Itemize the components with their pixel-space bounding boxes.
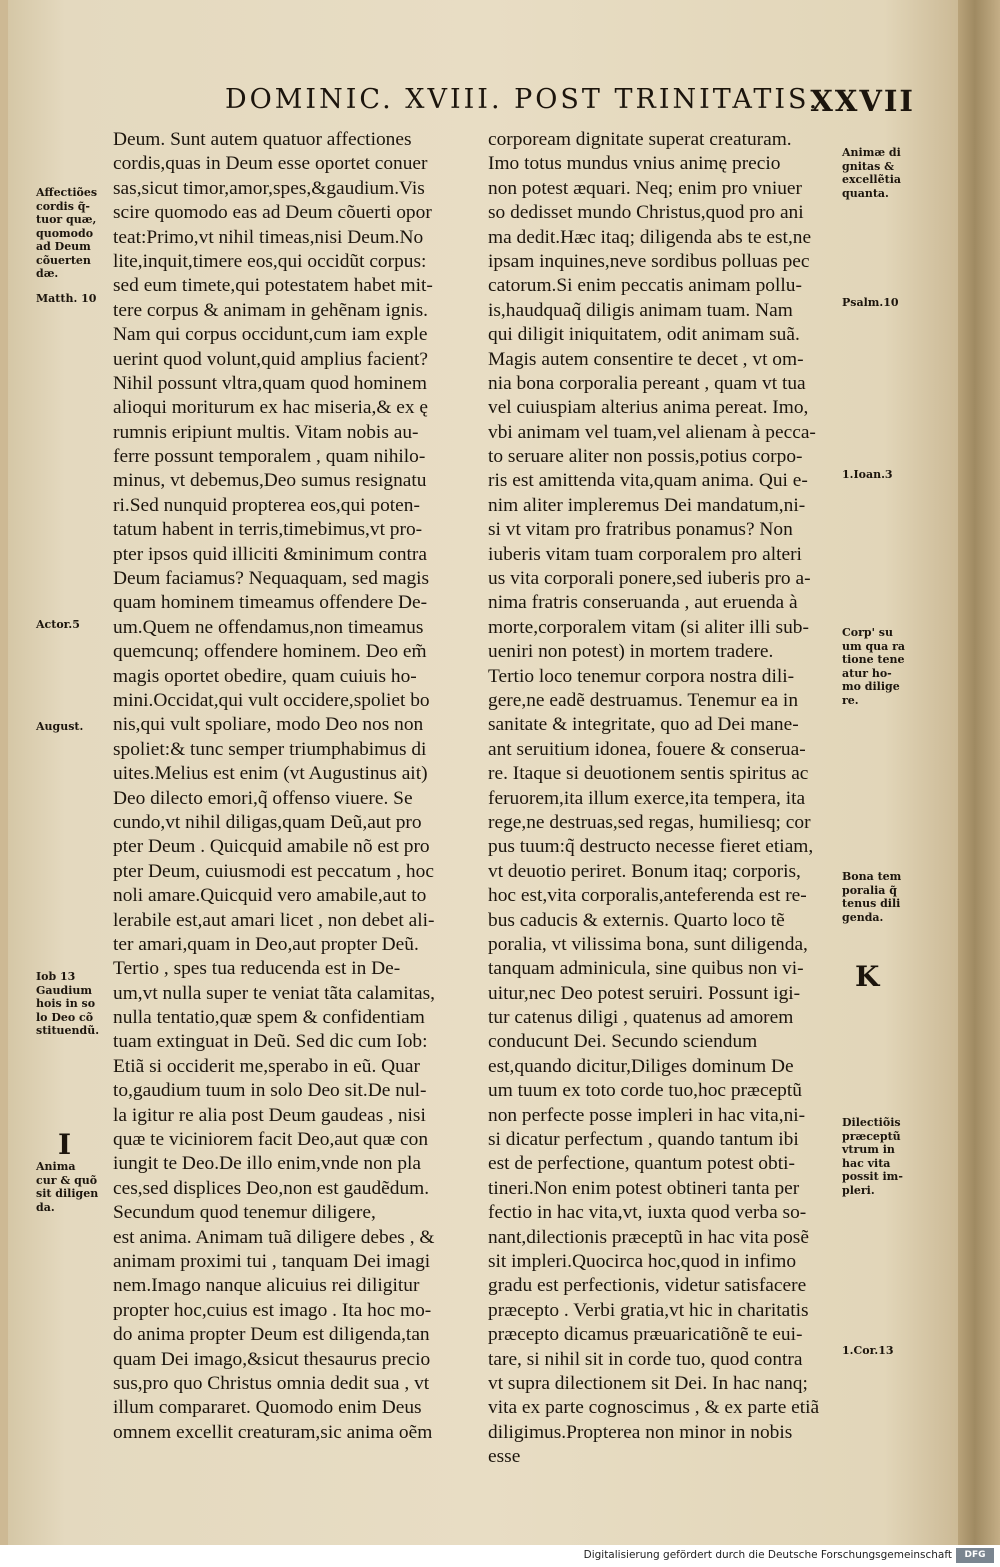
left-text-column xyxy=(113,128,473,1445)
text-line: si vt vitam pro fratribus ponamus? Non xyxy=(488,519,793,541)
text-line: um.Quem ne offendamus,non timeamus xyxy=(113,616,424,638)
text-line: Deum faciamus? Nequaquam, sed magis xyxy=(113,568,430,590)
text-line: quam Dei imago,&sicut thesaurus precio xyxy=(113,1348,431,1370)
running-title: DOMINIC. XVIII. POST TRINITATIS. xyxy=(225,84,821,115)
text-line: conducunt Dei. Secundo sciendum xyxy=(488,1031,758,1053)
text-line: do anima propter Deum est diligenda,tan xyxy=(113,1324,430,1346)
text-line: Deo dilecto emori,q̃ offenso viuere. Se xyxy=(113,787,413,809)
text-line: est de perfectione, quantum potest obti- xyxy=(488,1153,795,1175)
text-line: omnem excellit creaturam,sic anima oẽm xyxy=(113,1421,433,1443)
text-line: tare, si nihil sit in corde tuo, quod contra xyxy=(488,1348,803,1370)
text-line: Secundum quod tenemur diligere, xyxy=(113,1202,376,1224)
text-line: ant seruitium idonea, fouere & conserua- xyxy=(488,738,806,760)
text-line: tur catenus diligi , quatenus ad amorem xyxy=(488,1007,794,1029)
text-line: lerabile est,aut amari licet , non debet ali- xyxy=(113,909,435,931)
text-line: qui diligit iniquitatem, odit animam suã. xyxy=(488,324,800,346)
text-line: sit impleri.Quocirca hoc,quod in infimo xyxy=(488,1250,797,1272)
text-line: ueniri non potest) in mortem tradere. xyxy=(488,641,774,663)
text-line: Deum. Sunt autem quatuor affectiones xyxy=(113,129,412,150)
text-line: ter amari,quam in Deo,aut propter Deũ. xyxy=(113,933,419,955)
text-line: pus tuum:q̃ destructo necesse fieret etiam, xyxy=(488,836,814,858)
margin-note-right: 1.Cor.13 xyxy=(842,1344,894,1357)
text-line: bus caducis & externis. Quarto loco tẽ xyxy=(488,909,785,931)
text-line: iungit te Deo.De illo enim,vnde non pla xyxy=(113,1153,422,1175)
text-line: Nihil possunt vltra,quam quod hominem xyxy=(113,372,427,394)
text-line: gere,ne eadẽ destruamus. Tenemur ea in xyxy=(488,689,799,711)
text-line: præcepto dicamus præuaricatiõnẽ te eui- xyxy=(488,1324,803,1346)
signature-mark-right: K xyxy=(855,960,880,993)
text-line: tere corpus & animam in gehẽnam ignis. xyxy=(113,299,429,321)
text-line: ipsam inquines,neve sordibus polluas pec xyxy=(488,250,810,272)
text-line: tuam extinguat in Deũ. Sed dic cum Iob: xyxy=(113,1031,428,1053)
text-line: rumnis eripiunt multis. Vitam nobis au- xyxy=(113,421,419,443)
text-line: Tertio , spes tua reducenda est in De- xyxy=(113,958,401,980)
text-line: ferre possunt temporalem , quam nihilo- xyxy=(113,446,426,468)
text-line: diligimus.Propterea non minor in nobis xyxy=(488,1421,793,1443)
text-line: nim aliter impleremus Dei mandatum,ni- xyxy=(488,494,806,516)
text-line: nulla tentatio,quæ spem & confidentiam xyxy=(113,1007,425,1029)
digitization-note: Digitalisierung gefördert durch die Deutsche Forschungsgemeinschaft xyxy=(583,1549,952,1561)
text-line: animam proximi tui , tanquam Dei imagi xyxy=(113,1250,431,1272)
text-line: sanitate & integritate, quo ad Dei mane- xyxy=(488,714,799,736)
text-line: tineri.Non enim potest obtineri tanta per xyxy=(488,1177,800,1199)
text-line: cundo,vt nihil diligas,quam Deũ,aut pro xyxy=(113,811,422,833)
text-line: to seruare aliter non possis,potius corpo- xyxy=(488,446,803,468)
dfg-logo: DFG xyxy=(956,1548,994,1563)
text-line: præcepto . Verbi gratia,vt hic in charitatis xyxy=(488,1299,809,1321)
text-line: nia bona corporalia pereant , quam vt tua xyxy=(488,372,806,394)
text-line: morte,corporalem vitam (si aliter illi sub- xyxy=(488,616,809,638)
text-line: re. Itaque si deuotionem sentis spiritus ac xyxy=(488,763,809,785)
text-line: rege,ne destruas,sed regas, humiliesq; cor xyxy=(488,811,811,833)
text-line: nem.Imago nanque alicuius rei diligitur xyxy=(113,1275,420,1297)
text-line: gradu est perfectionis, videtur satisfacere xyxy=(488,1275,807,1297)
text-line: um,vt nulla super te veniat tãta calamitas, xyxy=(113,982,435,1004)
margin-note-left: August. xyxy=(36,720,84,733)
text-line: ri.Sed nunquid propterea eos,qui poten- xyxy=(113,494,420,516)
text-line: la igitur re alia post Deum gaudeas , nisi xyxy=(113,1104,426,1126)
margin-note-right: 1.Ioan.3 xyxy=(842,468,893,481)
text-line: uerint quod volunt,quid amplius facient? xyxy=(113,348,429,370)
text-line: Tertio loco tenemur corpora nostra dili- xyxy=(488,665,795,687)
running-header xyxy=(225,84,925,128)
text-line: corpoream dignitate superat creaturam. xyxy=(488,129,792,150)
text-line: to,gaudium tuum in solo Deo sit.De nul- xyxy=(113,1080,427,1102)
text-line: illum compararet. Quomodo enim Deus xyxy=(113,1397,422,1419)
right-text-column xyxy=(488,128,833,1469)
footer-bar xyxy=(0,1545,1000,1567)
margin-note-right: Bona tem poralia q̃ tenus dili genda. xyxy=(842,870,902,924)
text-line: Imo totus mundus vnius animę precio xyxy=(488,153,781,175)
text-line: Nam qui corpus occidunt,cum iam exple xyxy=(113,324,428,346)
margin-note-left: Anima cur & quõ sit diligen da. xyxy=(36,1160,99,1214)
text-line: vbi animam vel tuam,vel alienam à pecca- xyxy=(488,421,816,443)
margin-note-left: Affectiões cordis q̃- tuor quæ, quomodo ad Deum cõuerten dæ. xyxy=(36,186,98,280)
text-line: magis oportet obedire, quam cuiuis ho- xyxy=(113,665,417,687)
margin-note-right: Corp' su um qua ra tione tene atur ho- mo dilige re. xyxy=(842,626,906,707)
text-line: vt supra dilectionem sit Dei. In hac nanq; xyxy=(488,1372,808,1394)
text-line: si dicatur perfectum , quando tantum ibi xyxy=(488,1129,799,1151)
text-line: poralia, vt vilissima bona, sunt diligenda, xyxy=(488,933,808,955)
text-line: tanquam adminicula, sine quibus non vi- xyxy=(488,958,804,980)
text-line: so dedisset mundo Christus,quod pro ani xyxy=(488,202,804,224)
margin-note-right: Dilectiõis præceptũ vtrum in hac vita possit im- pleri. xyxy=(842,1116,903,1197)
text-line: spoliet:& tunc semper triumphabimus di xyxy=(113,738,427,760)
margin-note-right: Animæ di gnitas & excellẽtia quanta. xyxy=(842,146,901,200)
text-line: alioqui moriturum ex hac miseria,& ex ę xyxy=(113,397,429,419)
text-line: catorum.Si enim peccatis animam pollu- xyxy=(488,275,802,297)
text-line: non potest æquari. Neq; enim pro vniuer xyxy=(488,177,802,199)
text-line: pter Deum, cuiusmodi est peccatum , hoc xyxy=(113,860,434,882)
text-line: propter hoc,cuius est imago . Ita hoc mo- xyxy=(113,1299,432,1321)
text-line: ces,sed displices Deo,non est gaudẽdum. xyxy=(113,1177,430,1199)
text-line: lite,inquit,timere eos,qui occidũt corpus: xyxy=(113,250,427,272)
text-line: quemcunq; offendere hominem. Deo em̃ xyxy=(113,641,427,663)
text-line: est,quando dicitur,Diliges dominum De xyxy=(488,1055,794,1077)
text-line: quæ te viciniorem facit Deo,aut quæ con xyxy=(113,1129,429,1151)
text-line: mini.Occidat,qui vult occidere,spoliet bo xyxy=(113,689,430,711)
signature-mark-left: I xyxy=(58,1128,72,1161)
text-line: us vita corporali ponere,sed iuberis pro a- xyxy=(488,568,811,590)
margin-note-right: Psalm.10 xyxy=(842,296,899,309)
text-line: uites.Melius est enim (vt Augustinus ait) xyxy=(113,763,428,785)
text-line: sed eum timete,qui potestatem habet mit- xyxy=(113,275,433,297)
text-line: Magis autem consentire te decet , vt om- xyxy=(488,348,804,370)
text-line: nima fratris conseruanda , aut eruenda à xyxy=(488,592,798,614)
text-line: vel cuiuspiam alterius anima pereat. Imo, xyxy=(488,397,809,419)
page-edge xyxy=(958,0,1000,1545)
text-line: Etiã si occiderit me,sperabo in eũ. Quar xyxy=(113,1055,420,1077)
text-line: sas,sicut timor,amor,spes,&gaudium.Vis xyxy=(113,177,425,199)
text-line: teat:Primo,vt nihil timeas,nisi Deum.No xyxy=(113,226,424,248)
text-line: nis,qui vult spoliare, modo Deo nos non xyxy=(113,714,424,736)
text-line: scire quomodo eas ad Deum cõuerti opor xyxy=(113,202,432,224)
text-line: vita ex parte cognoscimus , & ex parte etiã xyxy=(488,1397,820,1419)
text-line: cordis,quas in Deum esse oportet conuer xyxy=(113,153,428,175)
text-line: ris est amittenda vita,quam anima. Qui e- xyxy=(488,470,808,492)
text-line: est anima. Animam tuã diligere debes , & xyxy=(113,1226,435,1248)
text-line: fectio in hac vita,vt, iuxta quod verba so- xyxy=(488,1202,807,1224)
text-line: nant,dilectionis præceptũ in hac vita posẽ xyxy=(488,1226,809,1248)
margin-note-left: Matth. 10 xyxy=(36,292,97,305)
text-line: esse xyxy=(488,1446,521,1468)
text-line: is,haudquaq̃ diligis animam tuam. Nam xyxy=(488,299,793,321)
text-line: iuberis vitam tuam corporalem pro alteri xyxy=(488,543,802,565)
text-line: sus,pro quo Christus omnia dedit sua , vt xyxy=(113,1372,430,1394)
margin-note-left: Actor.5 xyxy=(36,618,80,631)
text-line: vt deuotio periret. Bonum itaq; corporis, xyxy=(488,860,801,882)
text-line: minus, vt debemus,Deo sumus resignatu xyxy=(113,470,427,492)
margin-note-left: Iob 13 Gaudium hois in so lo Deo cõ stituendũ. xyxy=(36,970,100,1037)
text-line: hoc est,vita corporalis,anteferenda est re- xyxy=(488,885,807,907)
text-line: pter Deum . Quicquid amabile nõ est pro xyxy=(113,836,430,858)
text-line: tatum habent in terris,timebimus,vt pro- xyxy=(113,519,423,541)
text-line: uitur,nec Deo potest seruiri. Possunt igi- xyxy=(488,982,801,1004)
text-line: noli amare.Quicquid vero amabile,aut to xyxy=(113,885,427,907)
text-line: pter ipsos quid illiciti &minimum contra xyxy=(113,543,427,565)
text-line: non perfecte posse impleri in hac vita,ni- xyxy=(488,1104,806,1126)
text-line: feruorem,ita illum exerce,ita tempera, ita xyxy=(488,787,806,809)
text-line: ma dedit.Hæc itaq; diligenda abs te est,ne xyxy=(488,226,812,248)
folio-number: XXVII xyxy=(810,84,915,118)
text-line: um tuum ex toto corde tuo,hoc præceptũ xyxy=(488,1080,802,1102)
text-line: quam hominem timeamus offendere De- xyxy=(113,592,428,614)
